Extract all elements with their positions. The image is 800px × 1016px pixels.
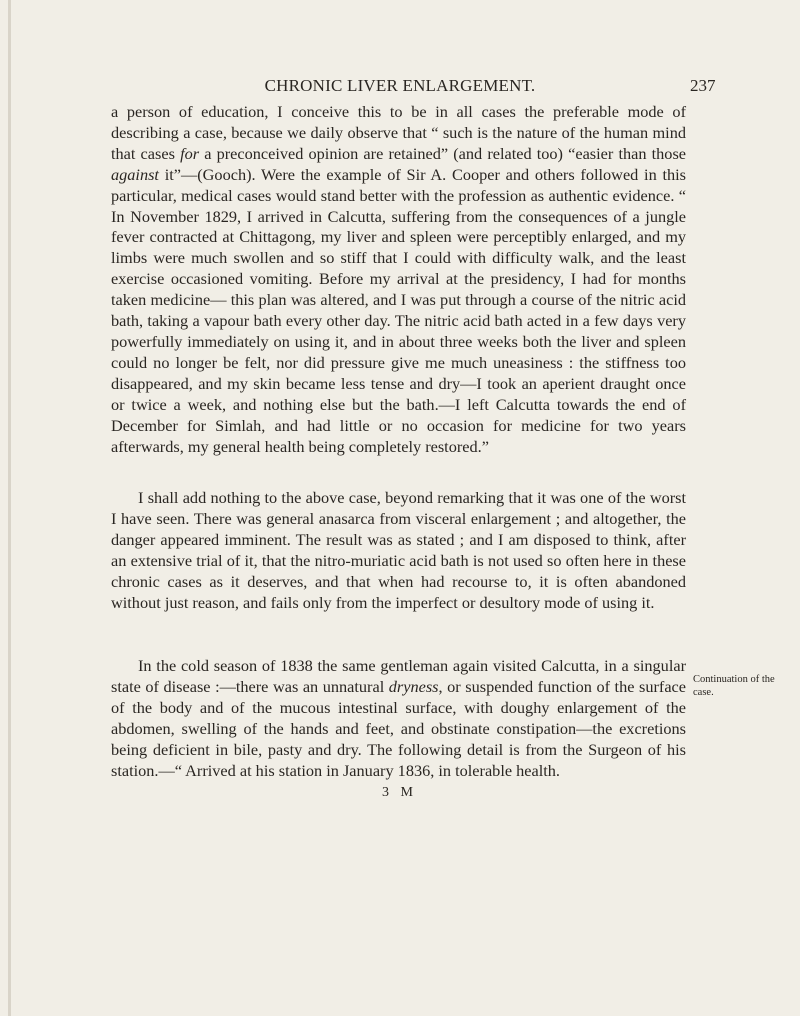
page-number: 237 <box>690 76 716 95</box>
paragraph-2 <box>111 488 686 613</box>
paragraph-3 <box>111 656 686 781</box>
paragraph-2-text: I shall add nothing to the above case, beyond remarking that it was one of the worst I have seen. There was general anasarca from visceral enlargement ; and altogether, the danger appeared imminent. The result was as stated ; and I am disposed to think, after an extensive trial of it, that the nitro-muriatic acid bath is not used so often here in these chronic cases as it deserves, and that when had recourse to, it is often abandoned without just reason, and fails only from the imperfect or desultory mode of using it. <box>111 488 686 612</box>
paragraph-1-italic-against: against <box>111 164 159 184</box>
margin-note: Continuation of the case. <box>693 674 775 698</box>
paragraph-3-text-a: In the cold season of 1838 the same gentleman again visited Calcutta, in a singular state of disease :—there was an unnatural <box>111 656 686 696</box>
paragraph-1-text-c: it”—(Gooch). Were the example of Sir A. Cooper and others followed in this particular, medical cases would stand better with the profession as authentic evidence. “ In November 1829, I arrived in Calcutta, suffering from the consequences of a jungle fever contracted at Chittagong, my liver and spleen were perceptibly enlarged, and my limbs were much swollen and so stiff that I could with difficulty walk, and the least exercise occasioned vomiting. Before my arrival at the presidency, I had for months taken medicine— this plan was altered, and I was put through a course of the nitric acid bath, taking a vapour bath every other day. The nitric acid bath acted in a few days very powerfully immediately on using it, and in about three weeks both the liver and spleen could no longer be felt, nor did pressure give me much uneasiness : the stiffness too disappeared, and my skin became less tense and dry—I took an aperient draught once or twice a week, and nothing else but the bath.—I left Calcutta towards the end of December for Simlah, and had little or no occasion for medicine for two years afterwards, my general health being completely restored.” <box>111 164 686 456</box>
signature-mark: 3 M <box>382 785 417 800</box>
running-header: CHRONIC LIVER ENLARGEMENT. <box>264 76 536 95</box>
paragraph-1-text-b: a preconceived opinion are retained” (and related too) “easier than those <box>199 143 687 163</box>
paragraph-1-italic-for: for <box>180 143 200 163</box>
paragraph-1 <box>111 102 686 457</box>
paragraph-3-text-b: , or suspended function of the surface of the body and of the mucous intestinal surface, with doughy enlargement of the abdomen, swelling of the hands and feet, and obstinate constipation—the excretions being deficient in bile, pasty and dry. The following detail is from the Surgeon of his station.—“ Arrived at his station in January 1836, in tolerable health. <box>111 676 687 780</box>
paragraph-1-text-a: a person of education, I conceive this to be in all cases the preferable mode of describing a case, because we daily observe that “ such is the nature of the human mind that cases <box>111 102 686 163</box>
paragraph-3-italic-dryness: dryness <box>388 676 439 696</box>
page-edge-shadow <box>8 0 11 1016</box>
